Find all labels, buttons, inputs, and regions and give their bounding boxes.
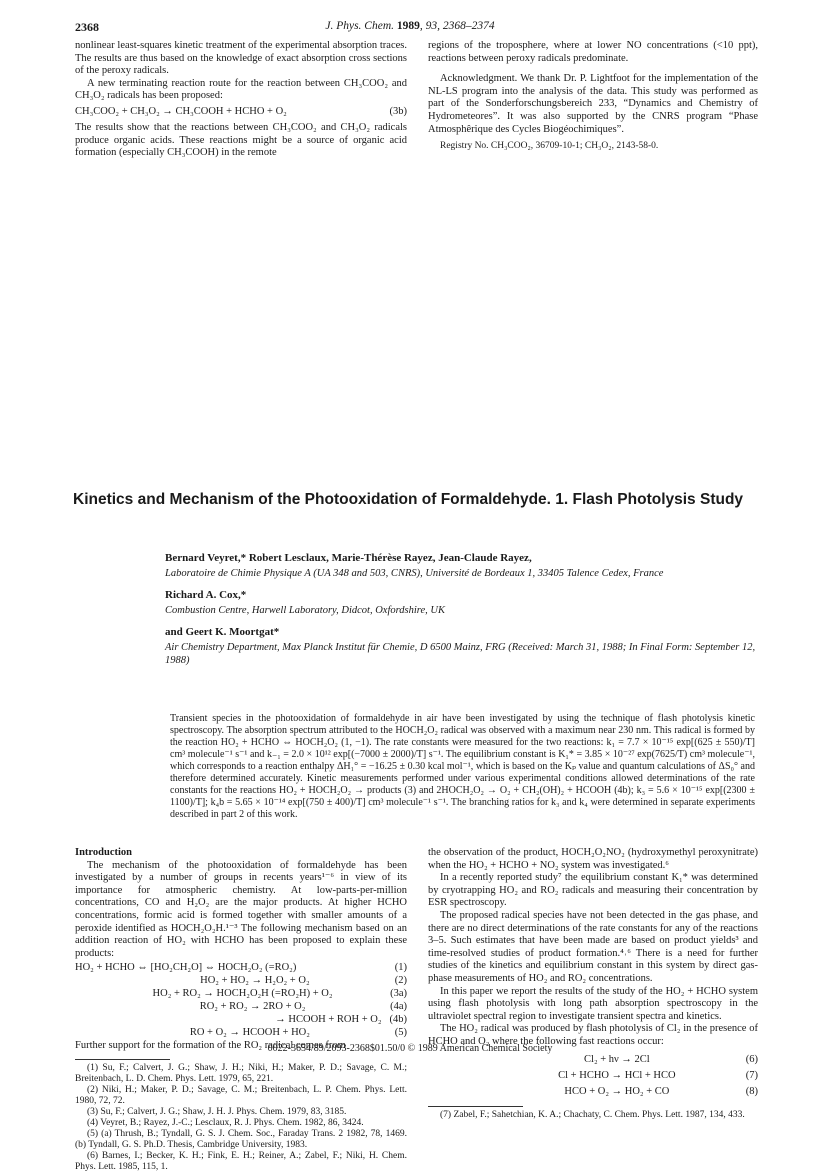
registry-numbers: Registry No. CH₃COO₂, 36709-10-1; CH₃O₂, 2143-58-0. (440, 141, 659, 152)
equation-number: (3a) (390, 988, 407, 1000)
equation-number: (3b) (389, 105, 407, 117)
affiliation-3: Air Chemistry Department, Max Planck Institut für Chemie, D 6500 Mainz, FRG (Received: March 31, 1988; In Final Form: September 12, 1988) (165, 642, 756, 666)
equation-7 (428, 1069, 758, 1082)
equation-text: RO₂ + RO₂ → 2RO + O₂ (199, 1001, 306, 1013)
intro-left-column (75, 847, 407, 1173)
intro-right-p1: the observation of the product, HOCH₂O₂NO₂ (hydroxymethyl peroxynitrate) when the HO₂ + HCHO + NO₂ system was investigated.⁶ (428, 847, 758, 871)
intro-p2: Further support for the formation of the RO₂ radical comes from (75, 1040, 346, 1052)
intro-right-p5: The HO₂ radical was produced by flash photolysis of Cl₂ in the presence of HCHO and O₂ where the following fast reactions occur: (428, 1023, 758, 1047)
footnote: (3) Su, F.; Calvert, J. G.; Shaw, J. H. J. Phys. Chem. 1979, 83, 3185. (87, 1106, 347, 1117)
article-title: Kinetics and Mechanism of the Photooxidation of Formaldehyde. 1. Flash Photolysis Study (73, 491, 744, 508)
footnote-rule (428, 1106, 523, 1107)
equation-text: HCO + O₂ → HO₂ + CO (564, 1085, 670, 1097)
equation-3a (75, 987, 407, 1000)
equation-text: Cl + HCHO → HCl + HCO (558, 1069, 676, 1081)
equation-8 (428, 1085, 758, 1098)
author-group-2: Richard A. Cox,* (165, 589, 247, 601)
equation-4a (75, 1000, 407, 1013)
footnote-rule (75, 1059, 170, 1060)
equation-text: HO₂ + RO₂ → HOCH₂O₂H (=RO₂H) + O₂ (152, 988, 333, 1000)
equation-3b (75, 105, 407, 118)
equation-number: (5) (394, 1027, 407, 1039)
journal-name: J. Phys. Chem. (325, 20, 395, 32)
prev-article-left (75, 40, 407, 160)
section-heading: Introduction (75, 847, 132, 858)
footnote: (2) Niki, H.; Maker, P. D.; Savage, C. M.; Breitenbach, L. P. Chem. Phys. Lett. 1980, 72, 72. (75, 1084, 407, 1106)
equation-number: (1) (394, 962, 407, 974)
equation-number: (7) (745, 1069, 758, 1081)
equation-number: (6) (745, 1053, 758, 1065)
intro-right-p3: The proposed radical species have not been detected in the gas phase, and there are no direct determinations of the rate constants for any of the reactions 3–5. Such estimates that have been made are based on product yields³ and time-resolved studies of product formation.⁴˒⁶ There is a need for further studies of the kinetics and equilibrium constant in this system by direct gas-phase measurements of HO₂ and RO₂ concentrations. (428, 909, 758, 984)
abstract: Transient species in the photooxidation of formaldehyde in air have been investigated by using the technique of flash photolysis kinetic spectroscopy. The absorption spectrum attributed to the HOCH₂O₂ radical was observed with a maximum near 230 nm. This radical is formed by the reaction HO₂ + HCHO ⇔ HOCH₂O₂ (1, −1). The rate constants were measured for the two reactions: k₁ = 7.7 × 10⁻¹⁵ exp[(625 ± 550)/T] cm³ molecule⁻¹ s⁻¹ and k₋₁ = 2.0 × 10¹² exp[(−7000 ± 2000)/T] s⁻¹. The equilibrium constant is K₁* = 3.85 × 10⁻²⁷ exp(7625/T) cm³ molecule⁻¹, which corresponds to a reaction enthalpy ΔH₁° = −16.25 ± 0.30 kcal mol⁻¹, which is based on the Kₚ value and quantum calculations of ΔS₀° and therefore determined accurately. Kinetic measurements performed under various experimental conditions allowed determinations of the rate constants for the reactions HO₂ + HOCH₂O₂ → products (3) and 2HOCH₂O₂ → O₂ + CH₂(OH)₂ + HCOOH (4b); k₃ = 5.6 × 10⁻¹⁵ exp[(2300 ± 1100)/T]; k₄b = 5.65 × 10⁻¹⁴ exp[(750 ± 400)/T] cm³ molecule⁻¹ s⁻¹. The branching ratios for k₃ and k₄ were determined in separate experiments described in part 2 of this work. (170, 713, 755, 820)
equation-text: Cl₂ + hν → 2Cl (584, 1053, 650, 1065)
intro-right-p4: In this paper we report the results of the study of the HO₂ + HCHO system using flash photolysis with long path absorption spectroscopy in the ultraviolet spectral region to investigate transient spectra and kinetics. (428, 985, 758, 1022)
equation-text: CH₃COO₂ + CH₃O₂ → CH₃COOH + HCHO + O₂ (75, 105, 287, 117)
footnote: (7) Zabel, F.; Sahetchian, K. A.; Chachaty, C. Chem. Phys. Lett. 1987, 134, 433. (440, 1109, 745, 1120)
equation-number: (4b) (389, 1014, 407, 1026)
equation-number: (2) (394, 975, 407, 987)
equation-5 (75, 1026, 407, 1039)
journal-header (0, 20, 820, 32)
equation-text: RO + O₂ → HCOOH + HO₂ (189, 1027, 310, 1039)
equation-1 (75, 961, 407, 974)
equation-2 (75, 974, 407, 987)
equation-text: HO₂ + HO₂ → H₂O₂ + O₂ (200, 975, 310, 987)
footnotes-left (75, 1063, 407, 1173)
equation-text: → HCOOH + ROH + O₂ (275, 1014, 382, 1026)
journal-citation: , 93, 2368–2374 (419, 20, 495, 32)
equation-6 (428, 1053, 758, 1066)
prev-article-right (428, 40, 758, 153)
author-group-3: and Geert K. Moortgat* (165, 626, 280, 638)
page-number: 2368 (75, 20, 99, 34)
equations-block-2 (428, 1053, 758, 1098)
intro-right-p2: In a recently reported study⁷ the equilibrium constant K₁* was determined by cryotrapping HO₂ and RO₂ radicals and measuring their concentration by ESR spectroscopy. (428, 872, 758, 909)
journal-year: 1989 (396, 20, 420, 32)
footnote: (1) Su, F.; Calvert, J. G.; Shaw, J. H.; Niki, H.; Maker, P. D.; Savage, C. M.; Breitenbach, L. D. Chem. Phys. Lett. 1979, 65, 221. (75, 1062, 407, 1084)
prev-p3: The results show that the reactions between CH₃COO₂ and CH₃O₂ radicals produce organic acids. These reactions might be a source of organic acid formation (especially CH₃COOH) in the remote (75, 121, 407, 159)
acknowledgment: Acknowledgment. We thank Dr. P. Lightfoot for the implementation of the NL-LS program into the analysis of the data. This study was performed as part of the Sonderforschungsbereich 233, “Dynamics and Chemistry of Hydrometeores”. It was also supported by the CNRS program “Phase Atmosphêrique des Cycles Biogéochimiques”. (428, 73, 758, 135)
equation-number: (8) (745, 1085, 758, 1097)
affiliation-1: Laboratoire de Chimie Physique A (UA 348 and 503, CNRS), Université de Bordeaux 1, 33405 Talence Cedex, France (165, 568, 664, 579)
equation-text: HO₂ + HCHO ⇔ [HO₂CH₂O] ⇔ HOCH₂O₂ (=RO₂) (75, 962, 297, 974)
copyright-footer: 0022-3654/89/2093-2368$01.50/0 © 1989 American Chemical Society (267, 1043, 553, 1054)
equation-4b (75, 1013, 407, 1026)
prev-right-p1: regions of the troposphere, where at lower NO concentrations (<10 ppt), reactions between peroxy radicals predominate. (428, 40, 758, 64)
prev-p2: A new terminating reaction route for the reaction between CH₃COO₂ and CH₃O₂ radicals has been proposed: (75, 77, 407, 102)
affiliation-2: Combustion Centre, Harwell Laboratory, Didcot, Oxfordshire, UK (165, 605, 446, 616)
intro-p1: The mechanism of the photooxidation of formaldehyde has been investigated by a number of groups in recents years¹⁻⁶ in view of its importance for atmospheric chemistry. At low-parts-per-million concentrations, CO and H₂O₂ are the major products. At higher HCHO concentrations, formic acid is formed together with smaller amounts of a peroxide identified as HOCH₂O₂H.¹⁻³ The following mechanism based on an addition reaction of HO₂ with HCHO has been proposed to explain these products: (75, 859, 407, 959)
footnote: (5) (a) Thrush, B.; Tyndall, G. S. J. Chem. Soc., Faraday Trans. 2 1982, 78, 1469. (b) Tyndall, G. S. Ph.D. Thesis, Cambridge University, 1983. (75, 1128, 407, 1150)
author-block (165, 552, 760, 667)
footnote: (4) Veyret, B.; Rayez, J.-C.; Lesclaux, R. J. Phys. Chem. 1982, 86, 3424. (87, 1117, 364, 1128)
equation-number: (4a) (390, 1001, 407, 1013)
author-group-1: Bernard Veyret,* Robert Lesclaux, Marie-Thérèse Rayez, Jean-Claude Rayez, (165, 552, 532, 564)
equations-block-1 (75, 961, 407, 1039)
intro-right-column (428, 847, 758, 1121)
footnote: (6) Barnes, I.; Becker, K. H.; Fink, E. H.; Reiner, A.; Zabel, F.; Niki, H. Chem. Phys. Lett. 1985, 115, 1. (75, 1150, 407, 1172)
prev-p1: nonlinear least-squares kinetic treatment of the experimental absorption traces. The results are thus based on the knowledge of exact absorption cross sections of the peroxy radicals. (75, 40, 407, 77)
